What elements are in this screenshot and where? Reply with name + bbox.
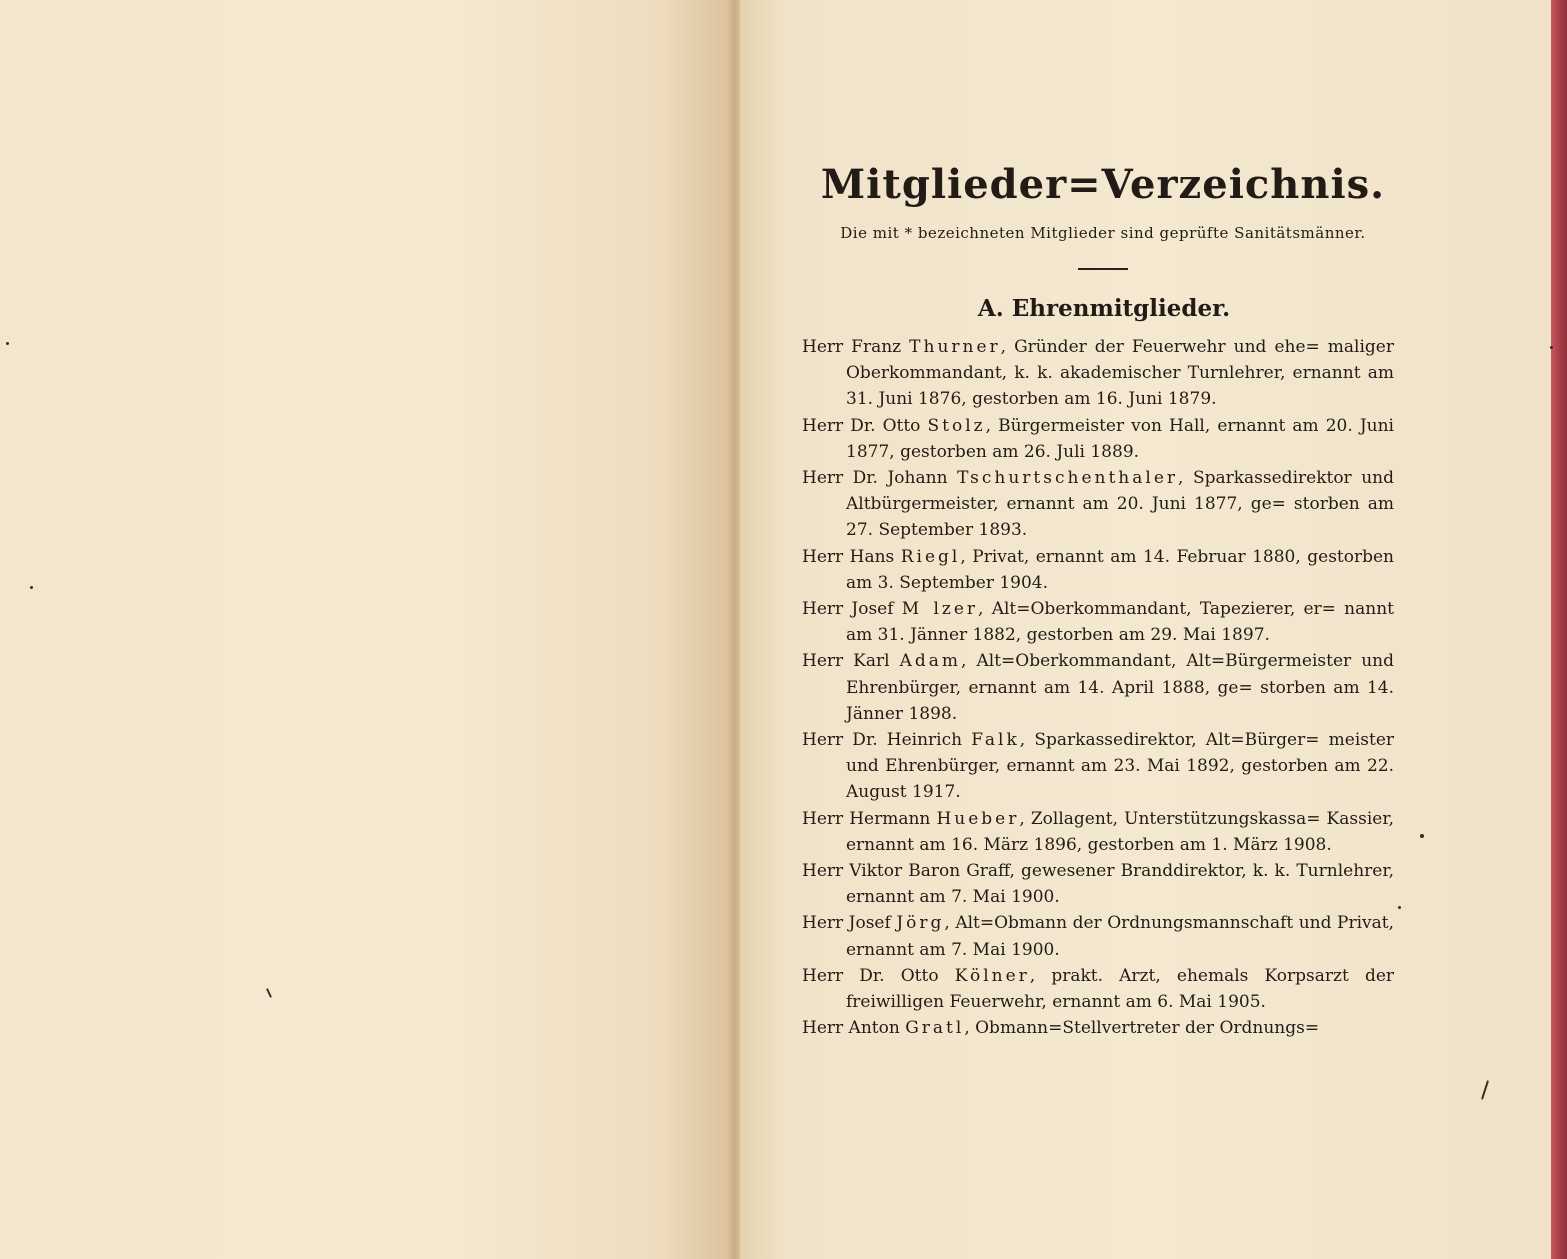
list-item <box>802 596 1394 648</box>
entry-surname: Stolz <box>927 415 986 436</box>
entry-text: , Gründer der Feuerwehr und ehe= maliger Oberkommandant, k. k. akademischer Turnlehrer, ernannt am 31. Juni 1876, gestorben am 16. Juni 1879. <box>846 337 1394 410</box>
entry-text: , Privat, ernannt am 14. Februar 1880, gestorben am 3. September 1904. <box>846 546 1394 593</box>
list-item <box>802 727 1394 806</box>
entry-surname: Tschurtschenthaler <box>957 468 1179 489</box>
entry-text: , prakt. Arzt, ehemals Korpsarzt der freiwilligen Feuerwehr, ernannt am 6. Mai 1905. <box>846 965 1395 1013</box>
entry-surname: Falk <box>971 730 1020 751</box>
entry-surname: Adam <box>899 651 962 672</box>
member-directory <box>802 150 1394 1041</box>
entry-text: , Sparkassedirektor und Altbürgermeister, ernannt am 20. Juni 1877, ge= storben am 27. September 1893. <box>846 468 1394 541</box>
entry-surname: Riegl <box>900 546 961 567</box>
entry-text: , Alt=Obmann der Ordnungsmannschaft und Privat, ernannt am 7. Mai 1900. <box>846 913 1395 960</box>
entry-prefix: Herr Dr. Heinrich <box>802 730 972 751</box>
page-subtitle: Die mit * bezeichneten Mitglieder sind geprüfte Sanitätsmänner. <box>840 224 1366 242</box>
cover-edge <box>1551 0 1567 1259</box>
entry-surname: Kölner <box>954 965 1030 986</box>
honorary-member-list <box>802 334 1394 1041</box>
list-item <box>802 910 1394 962</box>
entry-prefix: Herr Josef <box>802 599 902 620</box>
list-item <box>802 413 1394 465</box>
list-item <box>802 963 1394 1015</box>
entry-prefix: Herr Franz <box>802 337 910 357</box>
entry-prefix: Herr Dr. Otto <box>802 415 928 436</box>
entry-prefix: Herr Dr. Otto <box>802 965 955 986</box>
list-item <box>802 648 1394 727</box>
entry-prefix: Herr Dr. Johann <box>802 468 958 489</box>
entry-text: , Obmann=Stellvertreter der Ordnungs= <box>964 1018 1320 1039</box>
list-item <box>802 544 1394 596</box>
title-divider <box>1078 268 1128 270</box>
entry-text: , Bürgermeister von Hall, ernannt am 20. Juni 1877, gestorben am 26. Juli 1889. <box>846 415 1394 462</box>
entry-surname: M lzer <box>901 599 979 620</box>
entry-text: , Alt=Oberkommandant, Alt=Bürgermeister und Ehrenbürger, ernannt am 14. April 1888, ge= storben am 14. Jänner 1898. <box>846 651 1394 724</box>
list-item <box>802 1015 1394 1041</box>
paper-speck <box>1550 346 1553 349</box>
entry-prefix: Herr Anton <box>802 1018 906 1039</box>
entry-surname: Hueber <box>936 808 1020 829</box>
entry-surname: Gratl <box>905 1018 965 1039</box>
list-item <box>802 465 1394 544</box>
entry-prefix: Herr Hermann <box>802 808 937 829</box>
entry-prefix: Herr Hans <box>802 546 901 567</box>
list-item <box>802 806 1394 858</box>
entry-text: , Zollagent, Unterstützungskassa= Kassier, ernannt am 16. März 1896, gestorben am 1. März 1908. <box>846 808 1394 855</box>
entry-surname: Jörg <box>896 913 945 934</box>
left-page-blank <box>0 0 735 1259</box>
page-title: Mitglieder=Verzeichnis. <box>820 161 1386 208</box>
entry-prefix: Herr Viktor Baron Graff, gewesener Branddirektor, k. k. Turnlehrer, ernannt am 7. Mai 1900. <box>802 861 1394 908</box>
paper-speck <box>1420 834 1424 838</box>
entry-text: , Sparkassedirektor, Alt=Bürger= meister und Ehrenbürger, ernannt am 23. Mai 1892, gestorben am 22. August 1917. <box>846 730 1395 803</box>
list-item <box>802 334 1394 413</box>
entry-text: , Alt=Oberkommandant, Tapezierer, er= nannt am 31. Jänner 1882, gestorben am 29. Mai 1897. <box>846 599 1394 646</box>
paper-speck <box>1398 906 1401 909</box>
entry-prefix: Herr Josef <box>802 913 897 934</box>
paper-speck <box>6 342 9 345</box>
entry-surname: Thurner <box>909 337 1001 357</box>
paper-speck <box>30 586 33 589</box>
list-item <box>802 858 1394 910</box>
entry-prefix: Herr Karl <box>802 651 900 672</box>
section-heading: A. Ehrenmitglieder. <box>977 295 1231 322</box>
